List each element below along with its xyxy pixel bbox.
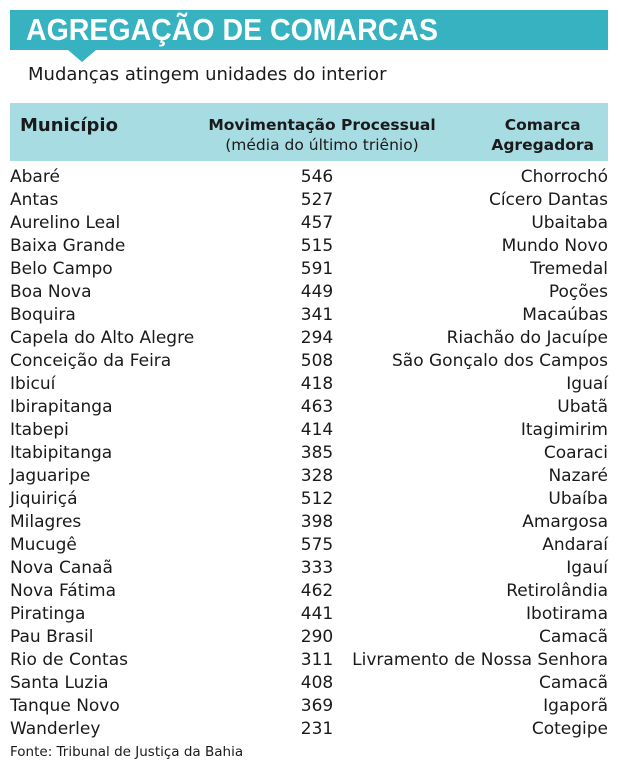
cell-municipio: Rio de Contas: [10, 650, 128, 670]
table-row: [10, 649, 608, 672]
table-row: [10, 718, 608, 741]
table-row: [10, 258, 608, 281]
table-row: [10, 235, 608, 258]
cell-valor: 385: [300, 443, 334, 463]
cell-municipio: Jiquiriçá: [10, 489, 78, 509]
cell-municipio: Itabipitanga: [10, 443, 113, 463]
cell-comarca: Nazaré: [548, 466, 608, 486]
cell-municipio: Aurelino Leal: [10, 213, 121, 233]
cell-valor: 546: [300, 167, 334, 187]
table-row: [10, 281, 608, 304]
cell-municipio: Nova Canaã: [10, 558, 113, 578]
cell-municipio: Nova Fátima: [10, 581, 117, 601]
table-row: [10, 626, 608, 649]
cell-comarca: Retirolândia: [506, 581, 608, 601]
table-row: [10, 327, 608, 350]
cell-comarca: Cotegipe: [531, 719, 608, 739]
cell-comarca: Amargosa: [522, 512, 608, 532]
cell-valor: 398: [300, 512, 334, 532]
column-header-comarca-line1: Comarca: [504, 116, 581, 134]
cell-municipio: Belo Campo: [10, 259, 113, 279]
cell-comarca: Chorrochó: [520, 167, 608, 187]
cell-comarca: Coaraci: [543, 443, 608, 463]
table-row: [10, 166, 608, 189]
cell-comarca: Poções: [548, 282, 608, 302]
column-header-movimentacao-note: (média do último triênio): [225, 136, 419, 154]
table-row: [10, 580, 608, 603]
cell-comarca: Camacã: [538, 627, 608, 647]
cell-comarca: Riachão do Jacuípe: [446, 328, 608, 348]
cell-valor: 515: [300, 236, 334, 256]
cell-municipio: Antas: [10, 190, 59, 210]
table-row: [10, 350, 608, 373]
table-row: [10, 695, 608, 718]
cell-valor: 369: [300, 696, 334, 716]
cell-valor: 441: [300, 604, 334, 624]
cell-comarca: Igauí: [566, 558, 608, 578]
title-banner-pointer: [68, 50, 96, 62]
cell-valor: 341: [300, 305, 334, 325]
cell-comarca: Camacã: [538, 673, 608, 693]
cell-municipio: Mucugê: [10, 535, 77, 555]
table-row: [10, 442, 608, 465]
table-row: [10, 672, 608, 695]
table-row: [10, 465, 608, 488]
cell-municipio: Conceição da Feira: [10, 351, 172, 371]
source-note: Fonte: Tribunal de Justiça da Bahia: [10, 744, 244, 760]
cell-comarca: Ubaíba: [548, 489, 608, 509]
cell-valor: 311: [300, 650, 334, 670]
cell-valor: 463: [300, 397, 334, 417]
page-subtitle: Mudanças atingem unidades do interior: [28, 64, 387, 85]
cell-valor: 591: [300, 259, 334, 279]
cell-comarca: Igaporã: [543, 696, 608, 716]
cell-municipio: Santa Luzia: [10, 673, 109, 693]
cell-valor: 527: [300, 190, 334, 210]
cell-municipio: Milagres: [10, 512, 82, 532]
cell-valor: 294: [300, 328, 334, 348]
cell-municipio: Piratinga: [10, 604, 86, 624]
cell-municipio: Boa Nova: [10, 282, 92, 302]
table-row: [10, 488, 608, 511]
cell-municipio: Abaré: [10, 167, 60, 187]
cell-comarca: São Gonçalo dos Campos: [391, 351, 608, 371]
cell-comarca: Mundo Novo: [501, 236, 608, 256]
cell-municipio: Pau Brasil: [10, 627, 94, 647]
cell-municipio: Itabepi: [10, 420, 69, 440]
cell-valor: 508: [300, 351, 334, 371]
cell-municipio: Capela do Alto Alegre: [10, 328, 195, 348]
table-row: [10, 212, 608, 235]
cell-comarca: Macaúbas: [522, 305, 608, 325]
table-row: [10, 189, 608, 212]
cell-municipio: Ibicuí: [10, 374, 56, 394]
cell-comarca: Ibotirama: [526, 604, 608, 624]
table-row: [10, 396, 608, 419]
cell-valor: 414: [300, 420, 334, 440]
cell-valor: 418: [300, 374, 334, 394]
column-header-comarca-line2: Agregadora: [491, 136, 594, 154]
table-row: [10, 373, 608, 396]
table-row: [10, 419, 608, 442]
cell-comarca: Cícero Dantas: [488, 190, 608, 210]
cell-valor: 333: [300, 558, 334, 578]
column-header-comarca: [491, 115, 594, 155]
cell-municipio: Baixa Grande: [10, 236, 126, 256]
cell-municipio: Wanderley: [10, 719, 101, 739]
cell-municipio: Tanque Novo: [10, 696, 120, 716]
cell-valor: 575: [300, 535, 334, 555]
cell-valor: 328: [300, 466, 334, 486]
cell-comarca: Iguaí: [566, 374, 608, 394]
column-header-movimentacao-title: Movimentação Processual: [208, 116, 436, 134]
cell-comarca: Ubatã: [557, 397, 608, 417]
cell-municipio: Ibirapitanga: [10, 397, 113, 417]
table-body: [10, 166, 608, 741]
cell-municipio: Jaguaripe: [10, 466, 91, 486]
table-header: [10, 103, 608, 161]
cell-comarca: Ubaitaba: [531, 213, 608, 233]
cell-valor: 290: [300, 627, 334, 647]
cell-valor: 408: [300, 673, 334, 693]
cell-valor: 449: [300, 282, 334, 302]
cell-comarca: Tremedal: [530, 259, 608, 279]
cell-valor: 457: [300, 213, 334, 233]
table-row: [10, 557, 608, 580]
table-row: [10, 603, 608, 626]
cell-valor: 512: [300, 489, 334, 509]
cell-valor: 231: [300, 719, 334, 739]
title-banner: [10, 10, 608, 50]
cell-comarca: Livramento de Nossa Senhora: [352, 650, 608, 670]
cell-municipio: Boquira: [10, 305, 76, 325]
column-header-municipio: Município: [20, 115, 118, 136]
column-header-movimentacao: [200, 115, 444, 155]
cell-comarca: Andaraí: [542, 535, 608, 555]
table-row: [10, 534, 608, 557]
table-row: [10, 304, 608, 327]
cell-comarca: Itagimirim: [520, 420, 608, 440]
cell-valor: 462: [300, 581, 334, 601]
table-row: [10, 511, 608, 534]
page-title: AGREGAÇÃO DE COMARCAS: [26, 12, 438, 47]
